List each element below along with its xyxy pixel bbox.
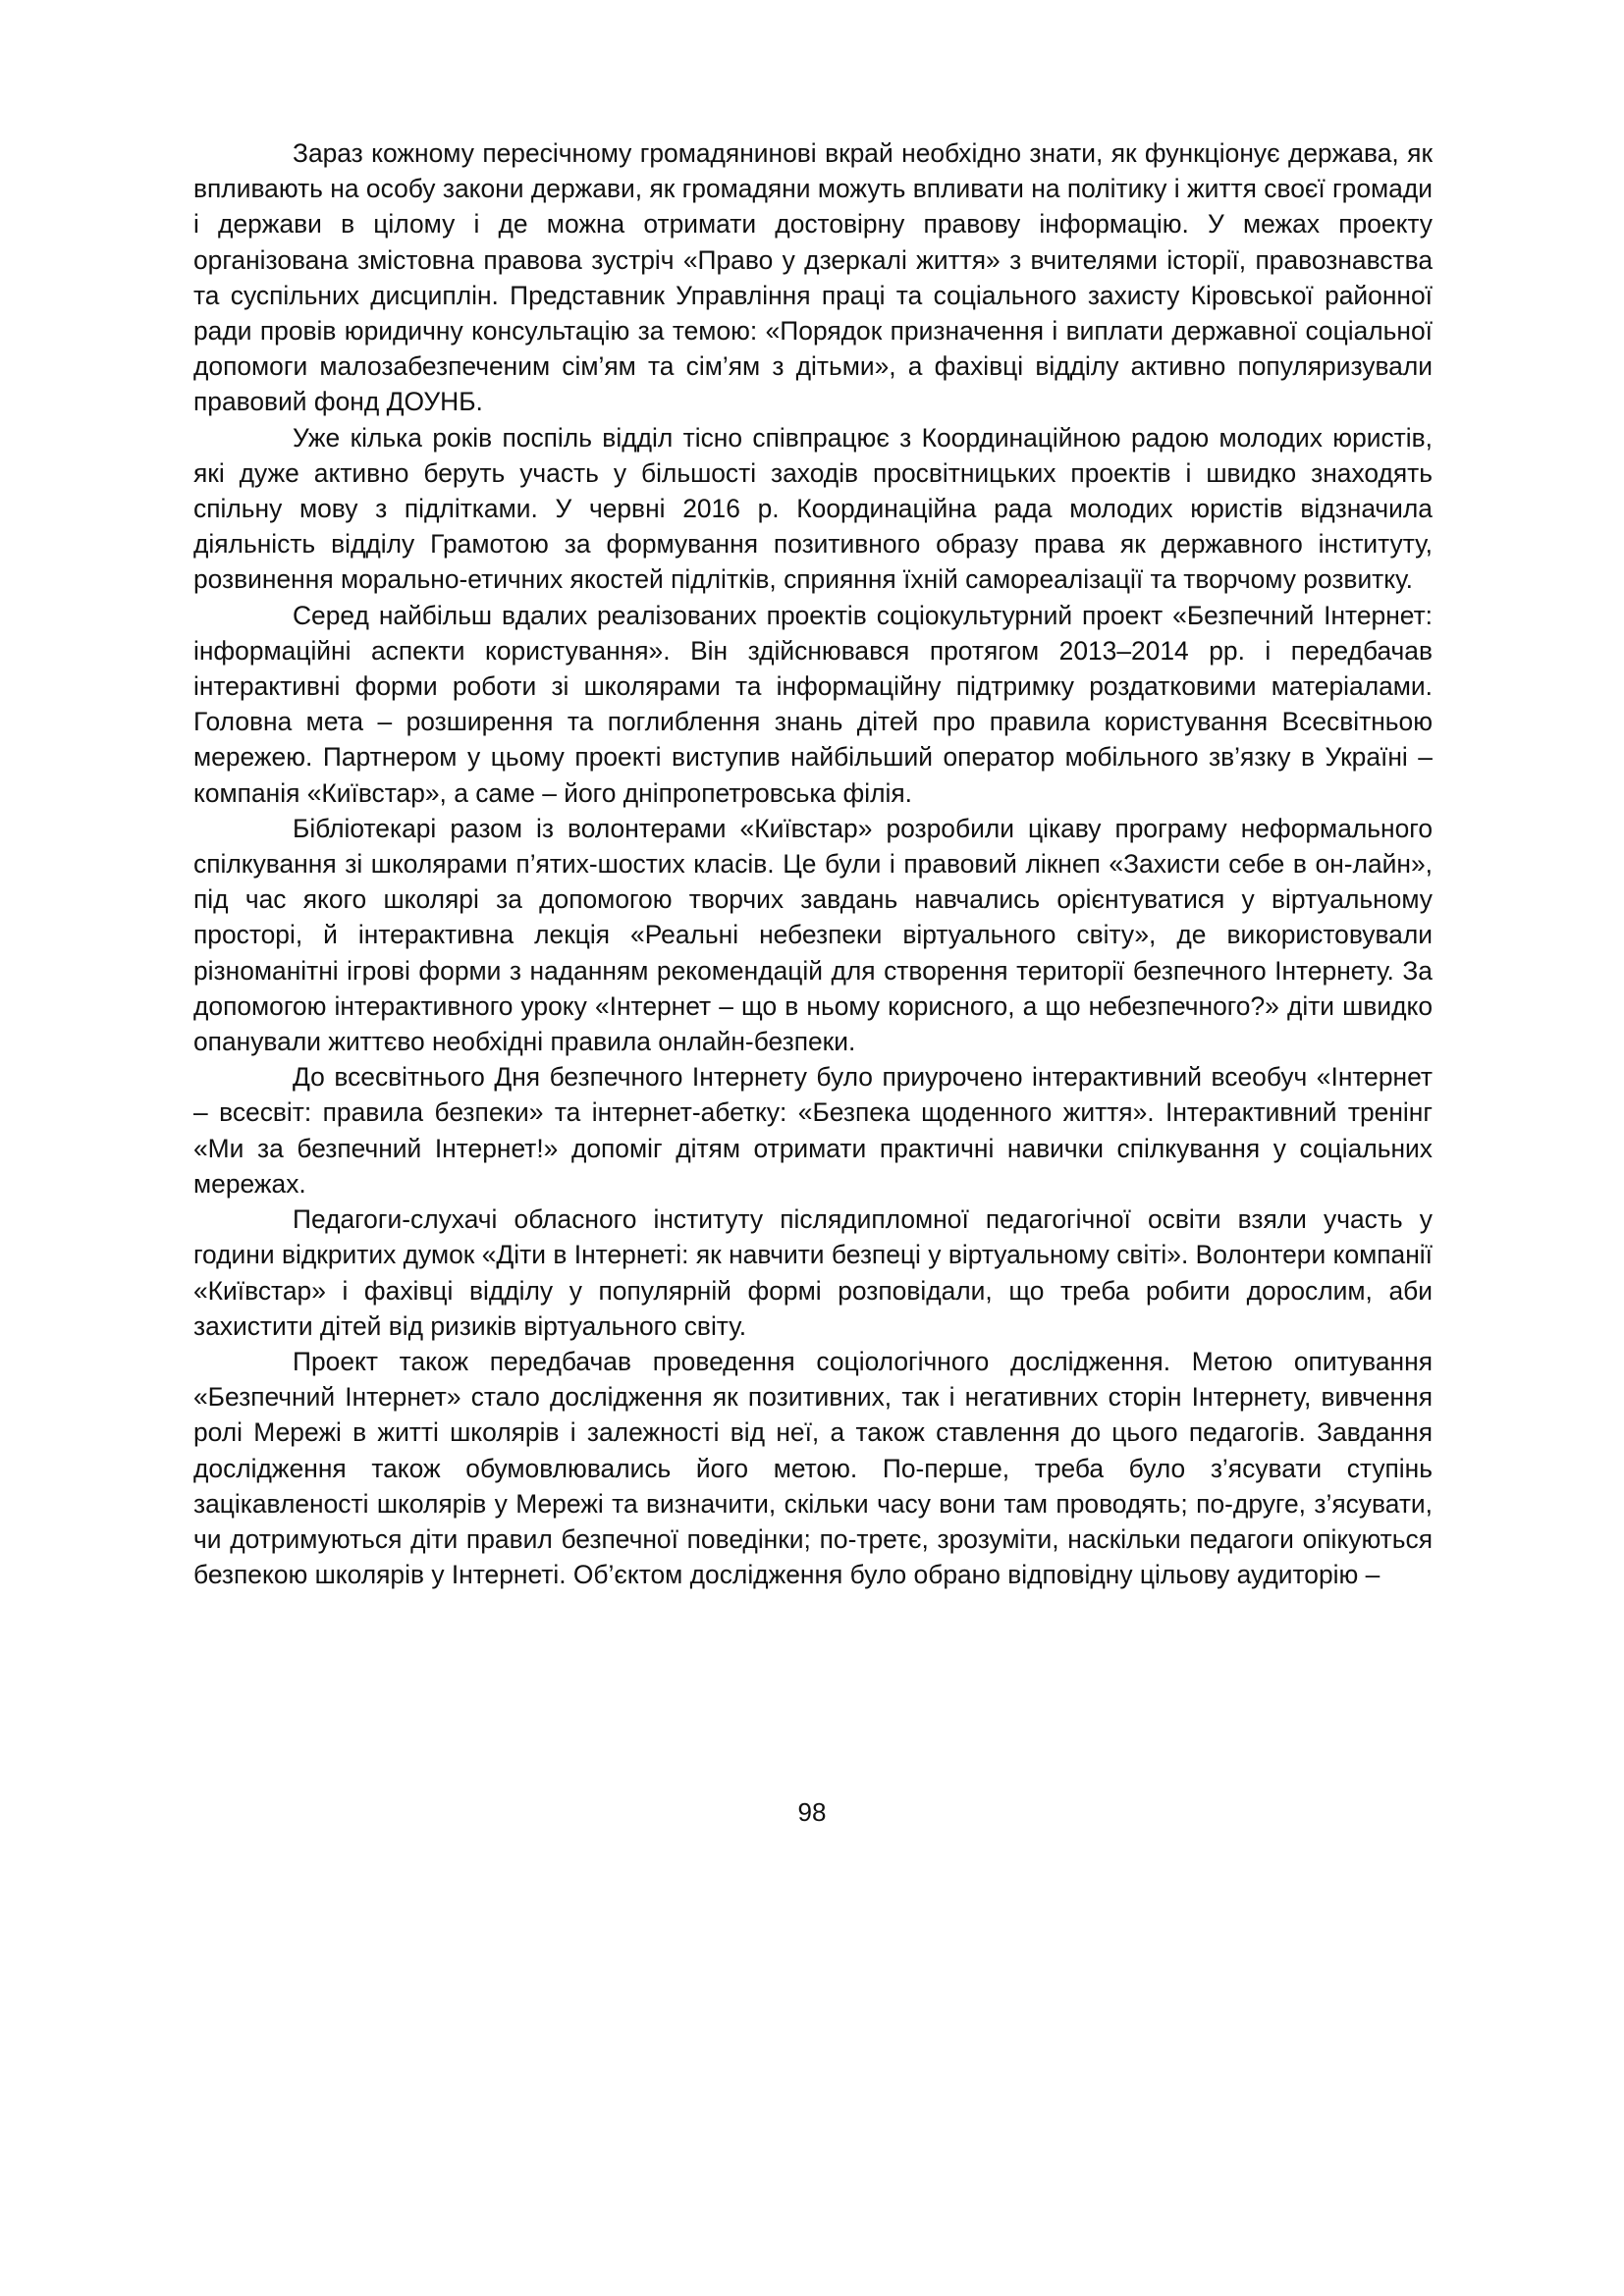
paragraph-3: Серед найбільш вдалих реалізованих проектів соціокультурний проект «Безпечний Інтернет: інформаційні аспекти користування». Він здійснювався протягом 2013–2014 рр. і передбачав інтерактивні форми роботи зі школярами та інформаційну підтримку роздатковими матеріалами. Головна мета – розширення та поглиблення знань дітей про правила користування Всесвітньою мережею. Партнером у цьому проекті виступив найбільший оператор мобільного зв’язку в Україні – компанія «Київстар», а саме – його дніпропетровська філія. — [193, 600, 1433, 808]
page-number: 98 — [797, 1797, 827, 1827]
paragraph-2: Уже кілька років поспіль відділ тісно співпрацює з Координаційною радою молодих юристів, які дуже активно беруть участь у більшості заходів просвітницьких проектів і швидко знаходять спільну мову з підлітками. У червні 2016 р. Координаційна рада молодих юристів відзначила діяльність відділу Грамотою за формування позитивного образу права як державного інституту, розвинення морально-етичних якостей підлітків, сприяння їхній самореалізації та творчому розвитку. — [193, 422, 1433, 595]
paragraph-7: Проект також передбачав проведення соціологічного дослідження. Метою опитування «Безпечний Інтернет» стало дослідження як позитивних, так і негативних сторін Інтернету, вивчення ролі Мережі в житті школярів і залежності від неї, а також ставлення до цього педагогів. Завдання дослідження також обумовлювались його метою. По-перше, треба було з’ясувати ступінь зацікавленості школярів у Мережі та визначити, скільки часу вони там проводять; по-друге, з’ясувати, чи дотримуються діти правил безпечної поведінки; по-третє, зрозуміти, наскільки педагоги опікуються безпекою школярів у Інтернеті. Об’єктом дослідження було обрано відповідну цільову аудиторію – — [193, 1346, 1433, 1590]
page-body — [193, 135, 1433, 1592]
paragraph-1: Зараз кожному пересічному громадянинові вкрай необхідно знати, як функціонує держава, як впливають на особу закони держави, як громадяни можуть впливати на політику і життя своєї громади і держави в цілому і де можна отримати достовірну правову інформацію. У межах проекту організована змістовна правова зустріч «Право у дзеркалі життя» з вчителями історії, правознавства та суспільних дисциплін. Представник Управління праці та соціального захисту Кіровської районної ради провів юридичну консультацію за темою: «Порядок призначення і виплати державної соціальної допомоги малозабезпеченим сім’ям та сім’ям з дітьми», а фахівці відділу активно популяризували правовий фонд ДОУНБ. — [193, 138, 1433, 417]
paragraph-5: До всесвітнього Дня безпечного Інтернету було приурочено інтерактивний всеобуч «Інтернет – всесвіт: правила безпеки» та інтернет-абетку: «Безпека щоденного життя». Інтерактивний тренінг «Ми за безпечний Інтернет!» допоміг дітям отримати практичні навички спілкування у соціальних мережах. — [193, 1062, 1433, 1199]
paragraph-6: Педагоги-слухачі обласного інституту післядипломної педагогічної освіти взяли участь у години відкритих думок «Діти в Інтернеті: як навчити безпеці у віртуальному світі». Волонтери компанії «Київстар» і фахівці відділу у популярній формі розповідали, що треба робити дорослим, аби захистити дітей від ризиків віртуального світу. — [193, 1204, 1433, 1341]
paragraph-4: Бібліотекарі разом із волонтерами «Київстар» розробили цікаву програму неформального спілкування зі школярами п’ятих-шостих класів. Це були і правовий лікнеп «Захисти себе в он-лайн», під час якого школярі за допомогою творчих завдань навчались орієнтуватися у віртуальному просторі, й інтерактивна лекція «Реальні небезпеки віртуального світу», де використовували різноманітні ігрові форми з наданням рекомендацій для створення території безпечного Інтернету. За допомогою інтерактивного уроку «Інтернет – що в ньому корисного, а що небезпечного?» діти швидко опанували життєво необхідні правила онлайн-безпеки. — [193, 813, 1433, 1057]
